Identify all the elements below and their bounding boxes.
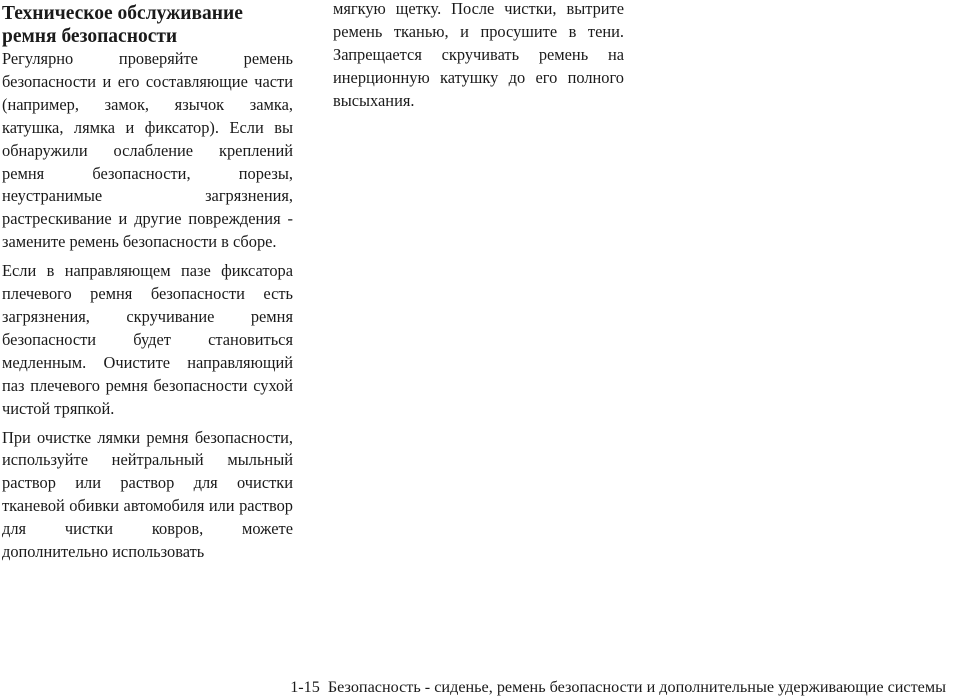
page-footer [290,677,946,697]
paragraph-webbing-cleaning: При очистке лямки ремня безопасности, используйте нейтральный мыльный раствор или раствор для очистки тканевой обивки автомобиля или раствор для чистки ковров, можете дополнительно использовать [2,427,293,562]
footer-section-title: Безопасность - сиденье, ремень безопасности и дополнительные удерживающие системы [327,678,946,696]
page-number: 1-15 [290,678,320,696]
right-column [333,0,624,115]
left-column [2,0,293,570]
paragraph-inspection: Регулярно проверяйте ремень безопасности и его составляющие части (например, замок, язычок замка, катушка, лямка и фиксатор). Если вы обнаружили ослабление креплений ремня безопасности, порезы, неустранимые загрязнения, растрескивание и другие повреждения - замените ремень безопасности в сборе. [2,49,293,252]
paragraph-drying: мягкую щетку. После чистки, вытрите ремень тканью, и просушите в тени. Запрещается скручивать ремень на инерционную катушку до его полного высыхания. [333,0,624,110]
paragraph-guide-slot: Если в направляющем пазе фиксатора плечевого ремня безопасности есть загрязнения, скручивание ремня безопасности будет становиться медленным. Очистите направляющий паз плечевого ремня безопасности сухой чистой тряпкой. [2,261,293,418]
section-heading: Техническое обслуживание ремня безопасности [2,3,243,47]
